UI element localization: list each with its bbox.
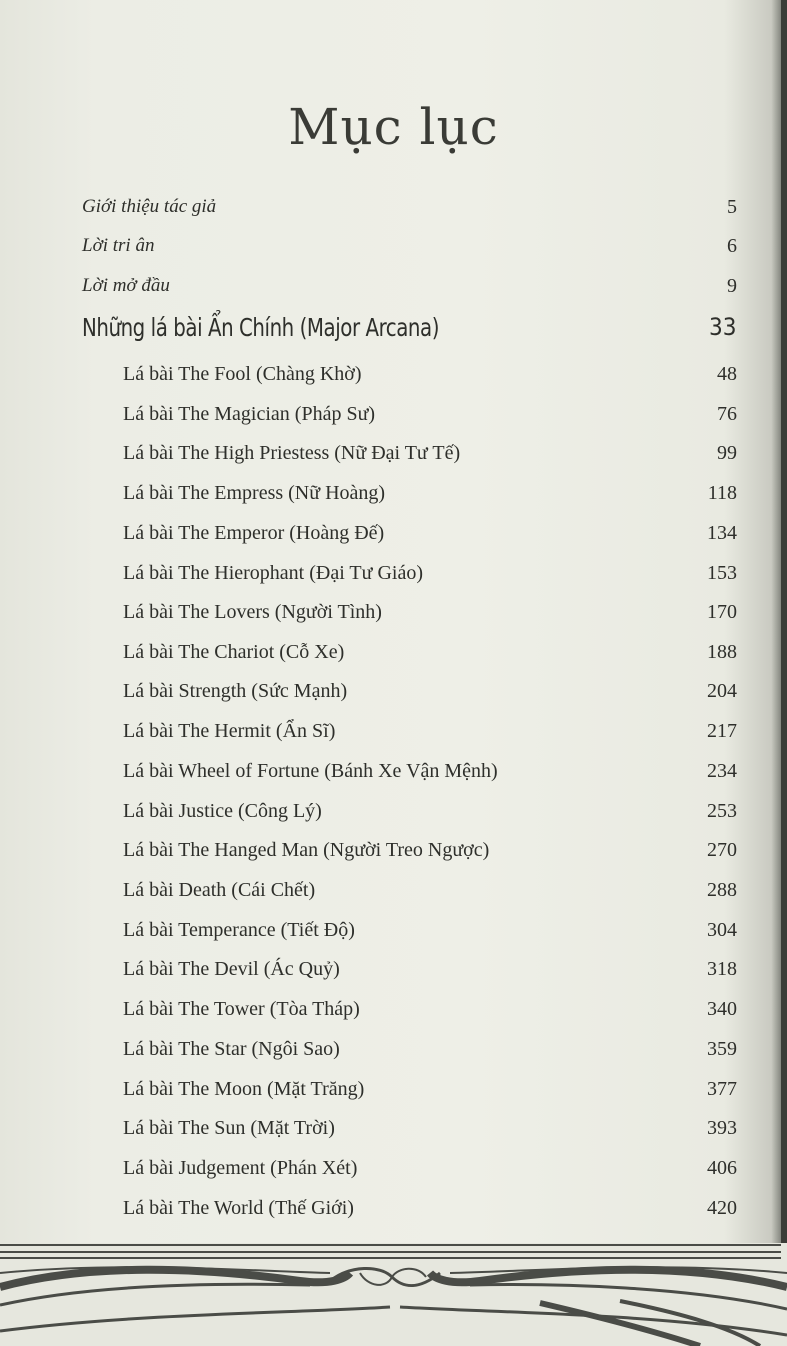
- toc-entry-label: Lá bài The Hanged Man (Người Treo Ngược): [123, 839, 490, 861]
- toc-entry-label: Lá bài The Chariot (Cỗ Xe): [123, 641, 345, 663]
- toc-entry-label: Lá bài The Sun (Mặt Trời): [123, 1117, 335, 1139]
- toc-row[interactable]: [0, 760, 787, 790]
- toc-row[interactable]: [0, 839, 787, 869]
- toc-page-number: 99: [717, 442, 737, 464]
- toc-row[interactable]: [0, 235, 787, 265]
- toc-row[interactable]: [0, 363, 787, 393]
- toc-row[interactable]: [0, 403, 787, 433]
- toc-page-number: 318: [707, 958, 737, 980]
- toc-entry-label: Lá bài The Devil (Ác Quỷ): [123, 958, 340, 980]
- toc-part-label: Những lá bài Ẩn Chính (Major Arcana): [82, 313, 440, 342]
- toc-page-number: 118: [707, 482, 737, 504]
- toc-page-number: 6: [727, 235, 737, 257]
- toc-row[interactable]: [0, 879, 787, 909]
- toc-row[interactable]: [0, 1038, 787, 1068]
- toc-page-number: 33: [709, 313, 737, 341]
- toc-page-number: 377: [707, 1078, 737, 1100]
- toc-entry-label: Lời mở đầu: [82, 275, 170, 296]
- toc-entry-label: Lời tri ân: [82, 235, 155, 256]
- toc-row[interactable]: [0, 442, 787, 472]
- toc-row[interactable]: [0, 1078, 787, 1108]
- toc-row[interactable]: [0, 275, 787, 305]
- toc-entry-label: Lá bài The World (Thế Giới): [123, 1197, 354, 1219]
- toc-row[interactable]: [0, 998, 787, 1028]
- toc-entry-label: Lá bài The Emperor (Hoàng Đế): [123, 522, 385, 544]
- toc-page-number: 153: [707, 562, 737, 584]
- toc-page-number: 288: [707, 879, 737, 901]
- toc-row[interactable]: [0, 196, 787, 226]
- toc-row[interactable]: [0, 720, 787, 750]
- toc-page-number: 48: [717, 363, 737, 385]
- toc-entry-label: Lá bài The Magician (Pháp Sư): [123, 403, 376, 425]
- toc-page-number: 170: [707, 601, 737, 623]
- toc-page-number: 304: [707, 919, 737, 941]
- toc-page-number: 393: [707, 1117, 737, 1139]
- toc-page-number: 76: [717, 403, 737, 425]
- toc-entry-label: Lá bài The High Priestess (Nữ Đại Tư Tế): [123, 442, 461, 464]
- toc-row[interactable]: [0, 958, 787, 988]
- toc-page-number: 217: [707, 720, 737, 742]
- toc-page-number: 9: [727, 275, 737, 297]
- toc-entry-label: Lá bài Wheel of Fortune (Bánh Xe Vận Mệnh): [123, 760, 498, 782]
- toc-entry-label: Lá bài The Hierophant (Đại Tư Giáo): [123, 562, 423, 584]
- toc-entry-label: Giới thiệu tác giả: [82, 196, 217, 217]
- toc-row[interactable]: [0, 601, 787, 631]
- toc-row[interactable]: [0, 562, 787, 592]
- toc-entry-label: Lá bài The Tower (Tòa Tháp): [123, 998, 360, 1020]
- toc-page-number: 420: [707, 1197, 737, 1219]
- toc-page-number: 5: [727, 196, 737, 218]
- toc-page-number: 340: [707, 998, 737, 1020]
- toc-row[interactable]: [0, 1117, 787, 1147]
- toc-page-number: 234: [707, 760, 737, 782]
- toc-row[interactable]: [0, 800, 787, 830]
- toc-entry-label: Lá bài The Empress (Nữ Hoàng): [123, 482, 386, 504]
- toc-page-number: 188: [707, 641, 737, 663]
- page-title: Mục lục: [288, 98, 499, 156]
- toc-row[interactable]: [0, 482, 787, 512]
- toc-page-number: 253: [707, 800, 737, 822]
- decorative-border-ornament: [0, 1243, 787, 1346]
- toc-entry-label: Lá bài Death (Cái Chết): [123, 879, 316, 901]
- toc-page-number: 134: [707, 522, 737, 544]
- toc-entry-label: Lá bài The Fool (Chàng Khờ): [123, 363, 362, 385]
- toc-row[interactable]: [0, 919, 787, 949]
- toc-entry-label: Lá bài Strength (Sức Mạnh): [123, 680, 348, 702]
- toc-row[interactable]: [0, 641, 787, 671]
- toc-part-row[interactable]: [0, 313, 787, 349]
- toc-entry-label: Lá bài Temperance (Tiết Độ): [123, 919, 355, 941]
- toc-entry-label: Lá bài Judgement (Phán Xét): [123, 1157, 358, 1179]
- toc-page-number: 204: [707, 680, 737, 702]
- toc-row[interactable]: [0, 1157, 787, 1187]
- toc-entry-label: Lá bài The Lovers (Người Tình): [123, 601, 382, 623]
- toc-row[interactable]: [0, 522, 787, 552]
- toc-row[interactable]: [0, 680, 787, 710]
- toc-entry-label: Lá bài Justice (Công Lý): [123, 800, 322, 822]
- toc-row[interactable]: [0, 1197, 787, 1227]
- toc-page-number: 270: [707, 839, 737, 861]
- toc-entry-label: Lá bài The Hermit (Ẩn Sĩ): [123, 720, 336, 742]
- toc-page-number: 406: [707, 1157, 737, 1179]
- toc-entry-label: Lá bài The Star (Ngôi Sao): [123, 1038, 340, 1060]
- toc-entry-label: Lá bài The Moon (Mặt Trăng): [123, 1078, 365, 1100]
- toc-page-number: 359: [707, 1038, 737, 1060]
